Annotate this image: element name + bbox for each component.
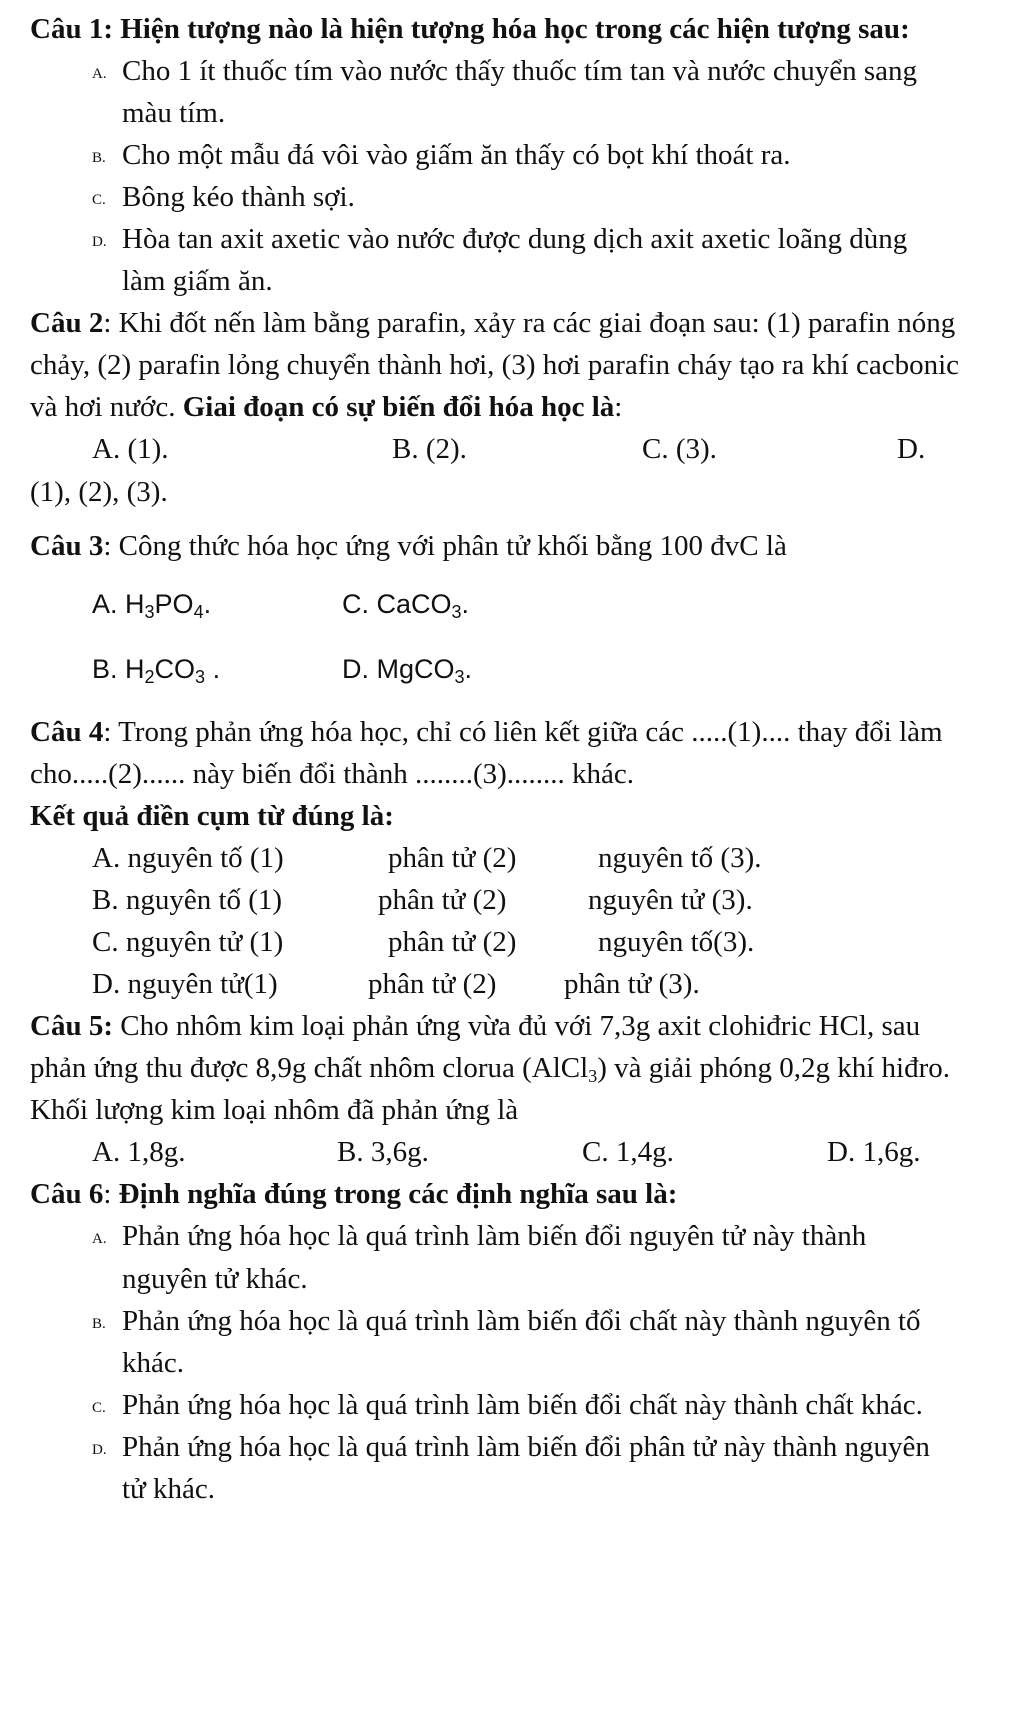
- q5-option-d: D. 1,6g.: [827, 1136, 921, 1169]
- q5-option-c: C. 1,4g.: [582, 1136, 674, 1169]
- q6-option-d: D. Phản ứng hóa học là quá trình làm biến đổi phân tử này thành nguyên tử khác.: [92, 1430, 930, 1505]
- q1-option-c: C. Bông kéo thành sợi.: [92, 181, 355, 214]
- q3-option-c: C. CaCO$_3$.: [342, 588, 470, 622]
- q2-stem: Câu 2: Khi đốt nến làm bằng parafin, xảy ra các giai đoạn sau: (1) parafin nóng chảy, (2) parafin lỏng chuyển thành hơi, (3) hơi parafin cháy tạo ra khí cacbonic và hơi nước. Giai đoạn có sự biến đổi hóa học là:: [30, 307, 960, 424]
- q5-option-b: B. 3,6g.: [337, 1136, 429, 1169]
- q6-options: [0, 1215, 1024, 1509]
- q2-option-b: B. (2).: [392, 433, 467, 466]
- q4-stem: [0, 711, 1024, 795]
- q3-options-row-1: [0, 585, 1024, 624]
- q5-options: [0, 1131, 1024, 1173]
- q3-option-d: D. MgCO$_3$.: [342, 653, 473, 687]
- q4-option-d: D. nguyên tử(1) phân tử (2) phân tử (3).: [92, 968, 700, 1001]
- q3-stem-text: : Công thức hóa học ứng với phân tử khối bằng 100 đvC là: [103, 529, 787, 562]
- q2-stem-text: : Khi đốt nến làm bằng parafin, xảy ra các giai đoạn sau: (1) parafin nóng chảy, (2) parafin lỏng chuyển thành hơi, (3) hơi parafin cháy tạo ra khí cacbonic và hơi nước.: [30, 307, 960, 424]
- q6-option-a: A. Phản ứng hóa học là quá trình làm biến đổi nguyên tử này thành nguyên tử khác.: [92, 1220, 867, 1295]
- q6-option-c: C. Phản ứng hóa học là quá trình làm biến đổi chất này thành chất khác.: [92, 1388, 923, 1421]
- q3-label: Câu 3: [30, 529, 104, 562]
- q2-stem-bold: Giai đoạn có sự biến đổi hóa học là: [182, 391, 615, 424]
- q1-stem-text: Hiện tượng nào là hiện tượng hóa học trong các hiện tượng sau:: [120, 13, 910, 45]
- q2-option-d-wrap: (1), (2), (3).: [30, 475, 168, 508]
- q4-option-c: C. nguyên tử (1) phân tử (2) nguyên tố(3).: [92, 926, 755, 959]
- q1-option-b: B. Cho một mẫu đá vôi vào giấm ăn thấy có bọt khí thoát ra.: [92, 139, 791, 172]
- q4-sub-instruction: Kết quả điền cụm từ đúng là:: [30, 799, 394, 832]
- q2-label: Câu 2: [30, 307, 104, 340]
- q1-label: Câu 1:: [30, 13, 113, 45]
- q2-option-a: A. (1).: [92, 433, 169, 466]
- q5-stem: Câu 5: Cho nhôm kim loại phản ứng vừa đủ với 7,3g axit clohiđric HCl, sau phản ứng thu được 8,9g chất nhôm clorua (AlCl$_3$) và giải phóng 0,2g khí hiđro. Khối lượng kim loại nhôm đã phản ứng là: [30, 1010, 950, 1127]
- q4-option-b: B. nguyên tố (1) phân tử (2) nguyên tử (3).: [92, 884, 753, 917]
- q3-option-a: A. $H_3PO_4$.: [92, 588, 212, 622]
- q4-option-a: A. nguyên tố (1) phân tử (2) nguyên tố (3).: [92, 842, 762, 875]
- q6-option-b: B. Phản ứng hóa học là quá trình làm biến đổi chất này thành nguyên tố khác.: [92, 1304, 921, 1379]
- q6-stem: Câu 6: Định nghĩa đúng trong các định nghĩa sau là:: [30, 1178, 678, 1211]
- q5-option-a: A. 1,8g.: [92, 1136, 186, 1169]
- q4-label: Câu 4: [30, 715, 104, 748]
- q3-option-b: B. $H_2CO_3$ .: [92, 653, 221, 687]
- q6-stem-bold: Định nghĩa đúng trong các định nghĩa sau là:: [118, 1178, 678, 1211]
- q1-option-a: A. Cho 1 ít thuốc tím vào nước thấy thuốc tím tan và nước chuyển sang màu tím.: [92, 55, 918, 130]
- q2-option-c: C. (3).: [642, 433, 717, 466]
- q4-options: [0, 837, 1024, 1005]
- q5-label: Câu 5:: [30, 1010, 113, 1043]
- q6-label: Câu 6: [30, 1178, 104, 1211]
- q1-option-d: D. Hòa tan axit axetic vào nước được dung dịch axit axetic loãng dùng làm giấm ăn.: [92, 223, 908, 298]
- q3-options-row-2: [0, 650, 1024, 689]
- q2-options: [0, 428, 1024, 470]
- q4-stem-text: : Trong phản ứng hóa học, chỉ có liên kết giữa các .....(1).... thay đổi làm cho.....(2)...... này biến đổi thành ........(3)........ khác.: [30, 715, 943, 790]
- q1-options: [0, 50, 1024, 302]
- q3-stem: [0, 525, 1024, 567]
- q2-option-d: D.: [897, 433, 926, 466]
- q1-stem: [0, 8, 1024, 50]
